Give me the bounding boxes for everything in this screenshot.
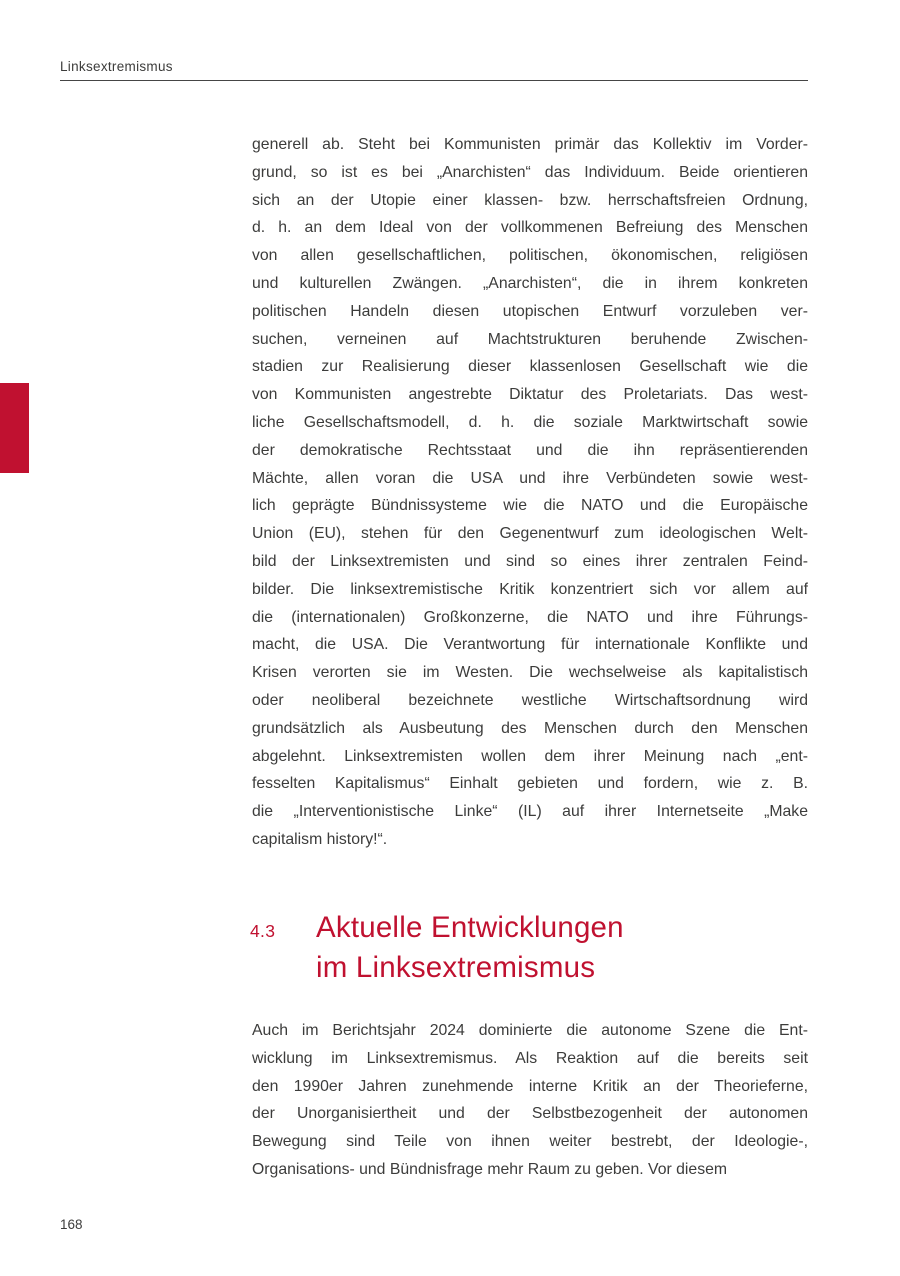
section-title-line2: im Linksextremismus — [316, 951, 596, 984]
text-line: die „Interventionistische Linke“ (IL) auf ihrer Internetseite „Make — [252, 803, 808, 821]
text-line: Mächte, allen voran die USA und ihre Verbündeten sowie west- — [252, 469, 808, 487]
text-line: abgelehnt. Linksextremisten wollen dem ihrer Meinung nach „ent- — [252, 747, 808, 765]
text-line: macht, die USA. Die Verantwortung für internationale Konflikte und — [252, 636, 808, 654]
text-line: den 1990er Jahren zunehmende interne Kritik an der Theorieferne, — [252, 1077, 808, 1095]
text-line: bilder. Die linksextremistische Kritik konzentriert sich vor allem auf — [252, 580, 808, 598]
header-rule — [60, 80, 808, 81]
text-line: generell ab. Steht bei Kommunisten primär das Kollektiv im Vorder- — [252, 136, 808, 153]
text-line: lich geprägte Bündnissysteme wie die NATO und die Europäische — [252, 497, 808, 515]
text-line: die (internationalen) Großkonzerne, die NATO und ihre Führungs- — [252, 608, 808, 626]
text-line: suchen, verneinen auf Machtstrukturen beruhende Zwischen- — [252, 330, 808, 348]
text-line: Union (EU), stehen für den Gegenentwurf zum ideologischen Welt- — [252, 525, 808, 543]
section-title-line1: Aktuelle Entwicklungen — [316, 911, 624, 944]
section-heading — [250, 908, 624, 988]
text-line: Auch im Berichtsjahr 2024 dominierte die autonome Szene die Ent- — [252, 1022, 808, 1039]
text-line: Organisations- und Bündnisfrage mehr Raum zu geben. Vor diesem — [252, 1160, 728, 1178]
text-line: stadien zur Realisierung dieser klassenlosen Gesellschaft wie die — [252, 358, 808, 376]
text-line: liche Gesellschaftsmodell, d. h. die soziale Marktwirtschaft sowie — [252, 413, 808, 431]
text-line: fesselten Kapitalismus“ Einhalt gebieten und fordern, wie z. B. — [252, 775, 808, 793]
body-paragraph-developments — [252, 1017, 808, 1184]
running-header — [60, 59, 173, 74]
text-line: Krisen verorten sie im Westen. Die wechselweise als kapitalistisch — [252, 664, 808, 682]
text-line: politischen Handeln diesen utopischen Entwurf vorzuleben ver- — [252, 302, 808, 320]
text-line: d. h. an dem Ideal von der vollkommenen Befreiung des Menschen — [252, 219, 808, 237]
text-line: der Unorganisiertheit und der Selbstbezogenheit der autonomen — [252, 1105, 808, 1123]
running-header-label: Linksextremismus — [60, 59, 173, 74]
body-paragraph-ideology — [252, 131, 808, 854]
page-number: 168 — [60, 1217, 83, 1232]
text-line: und kulturellen Zwängen. „Anarchisten“, die in ihrem konkreten — [252, 274, 808, 292]
text-line: bild der Linksextremisten und sind so eines ihrer zentralen Feind- — [252, 552, 808, 570]
text-line: wicklung im Linksextremismus. Als Reaktion auf die bereits seit — [252, 1049, 808, 1067]
text-line: grund, so ist es bei „Anarchisten“ das Individuum. Beide orientieren — [252, 163, 808, 181]
text-line: von Kommunisten angestrebte Diktatur des Proletariats. Das west- — [252, 386, 808, 404]
text-line: grundsätzlich als Ausbeutung des Menschen durch den Menschen — [252, 719, 808, 737]
chapter-margin-marker — [0, 383, 29, 473]
text-line: Bewegung sind Teile von ihnen weiter bestrebt, der Ideologie-, — [252, 1133, 808, 1151]
section-title — [316, 908, 624, 988]
text-line: der demokratische Rechtsstaat und die ihn repräsentierenden — [252, 441, 808, 459]
text-line: capitalism history!“. — [252, 830, 388, 848]
text-line: von allen gesellschaftlichen, politischen, ökonomischen, religiösen — [252, 247, 808, 265]
text-line: oder neoliberal bezeichnete westliche Wirtschaftsordnung wird — [252, 691, 808, 709]
text-line: sich an der Utopie einer klassen- bzw. herrschaftsfreien Ordnung, — [252, 191, 808, 209]
section-number: 4.3 — [250, 921, 276, 941]
